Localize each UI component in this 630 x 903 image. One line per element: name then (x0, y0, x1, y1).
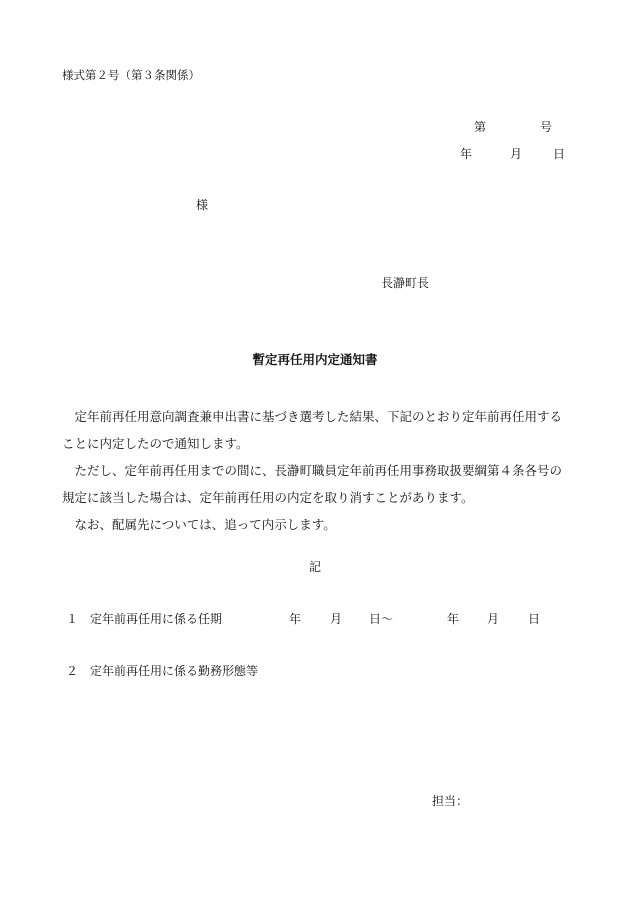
sender-name: 長瀞町長 (381, 276, 430, 290)
body-paragraph: ただし、定年前再任用までの間に、長瀞町職員定年前再任用事務取扱要綱第４条各号の規定に該当した場合は、定年前再任用の内定を取り消すことがあります。 (62, 463, 563, 505)
issue-date (460, 148, 565, 160)
item2-label: 定年前再任用に係る勤務形態等 (90, 664, 259, 678)
body-paragraph: なお、配属先については、追って内示します。 (74, 517, 336, 532)
ki-heading: 記 (308, 560, 321, 574)
form-label: 様式第２号（第３条関係） (62, 68, 200, 82)
term-start-day: 日～ (369, 612, 394, 626)
term-end-day: 日 (528, 612, 541, 626)
term-start-month: 月 (330, 612, 343, 626)
issue-date-month: 月 (510, 147, 523, 161)
person-in-charge-label: 担当： (432, 794, 469, 808)
document-number-suffix: 号 (540, 120, 553, 134)
term-end-month: 月 (487, 612, 500, 626)
issue-date-year: 年 (460, 147, 473, 161)
item2-number: ２ (66, 664, 79, 678)
addressee-honorific: 様 (196, 198, 209, 212)
term-end-year: 年 (447, 612, 460, 626)
term-start-year: 年 (289, 612, 302, 626)
issue-date-day: 日 (553, 147, 566, 161)
item1-label: 定年前再任用に係る任期 (90, 612, 223, 626)
document-title: 暫定再任用内定通知書 (252, 352, 378, 367)
item1-number: １ (66, 612, 79, 626)
document-number-prefix: 第 (474, 120, 487, 134)
document-body (62, 403, 572, 538)
body-paragraph: 定年前再任用意向調査兼申出書に基づき選考した結果、下記のとおり定年前再任用することに内定したので通知します。 (62, 409, 563, 451)
